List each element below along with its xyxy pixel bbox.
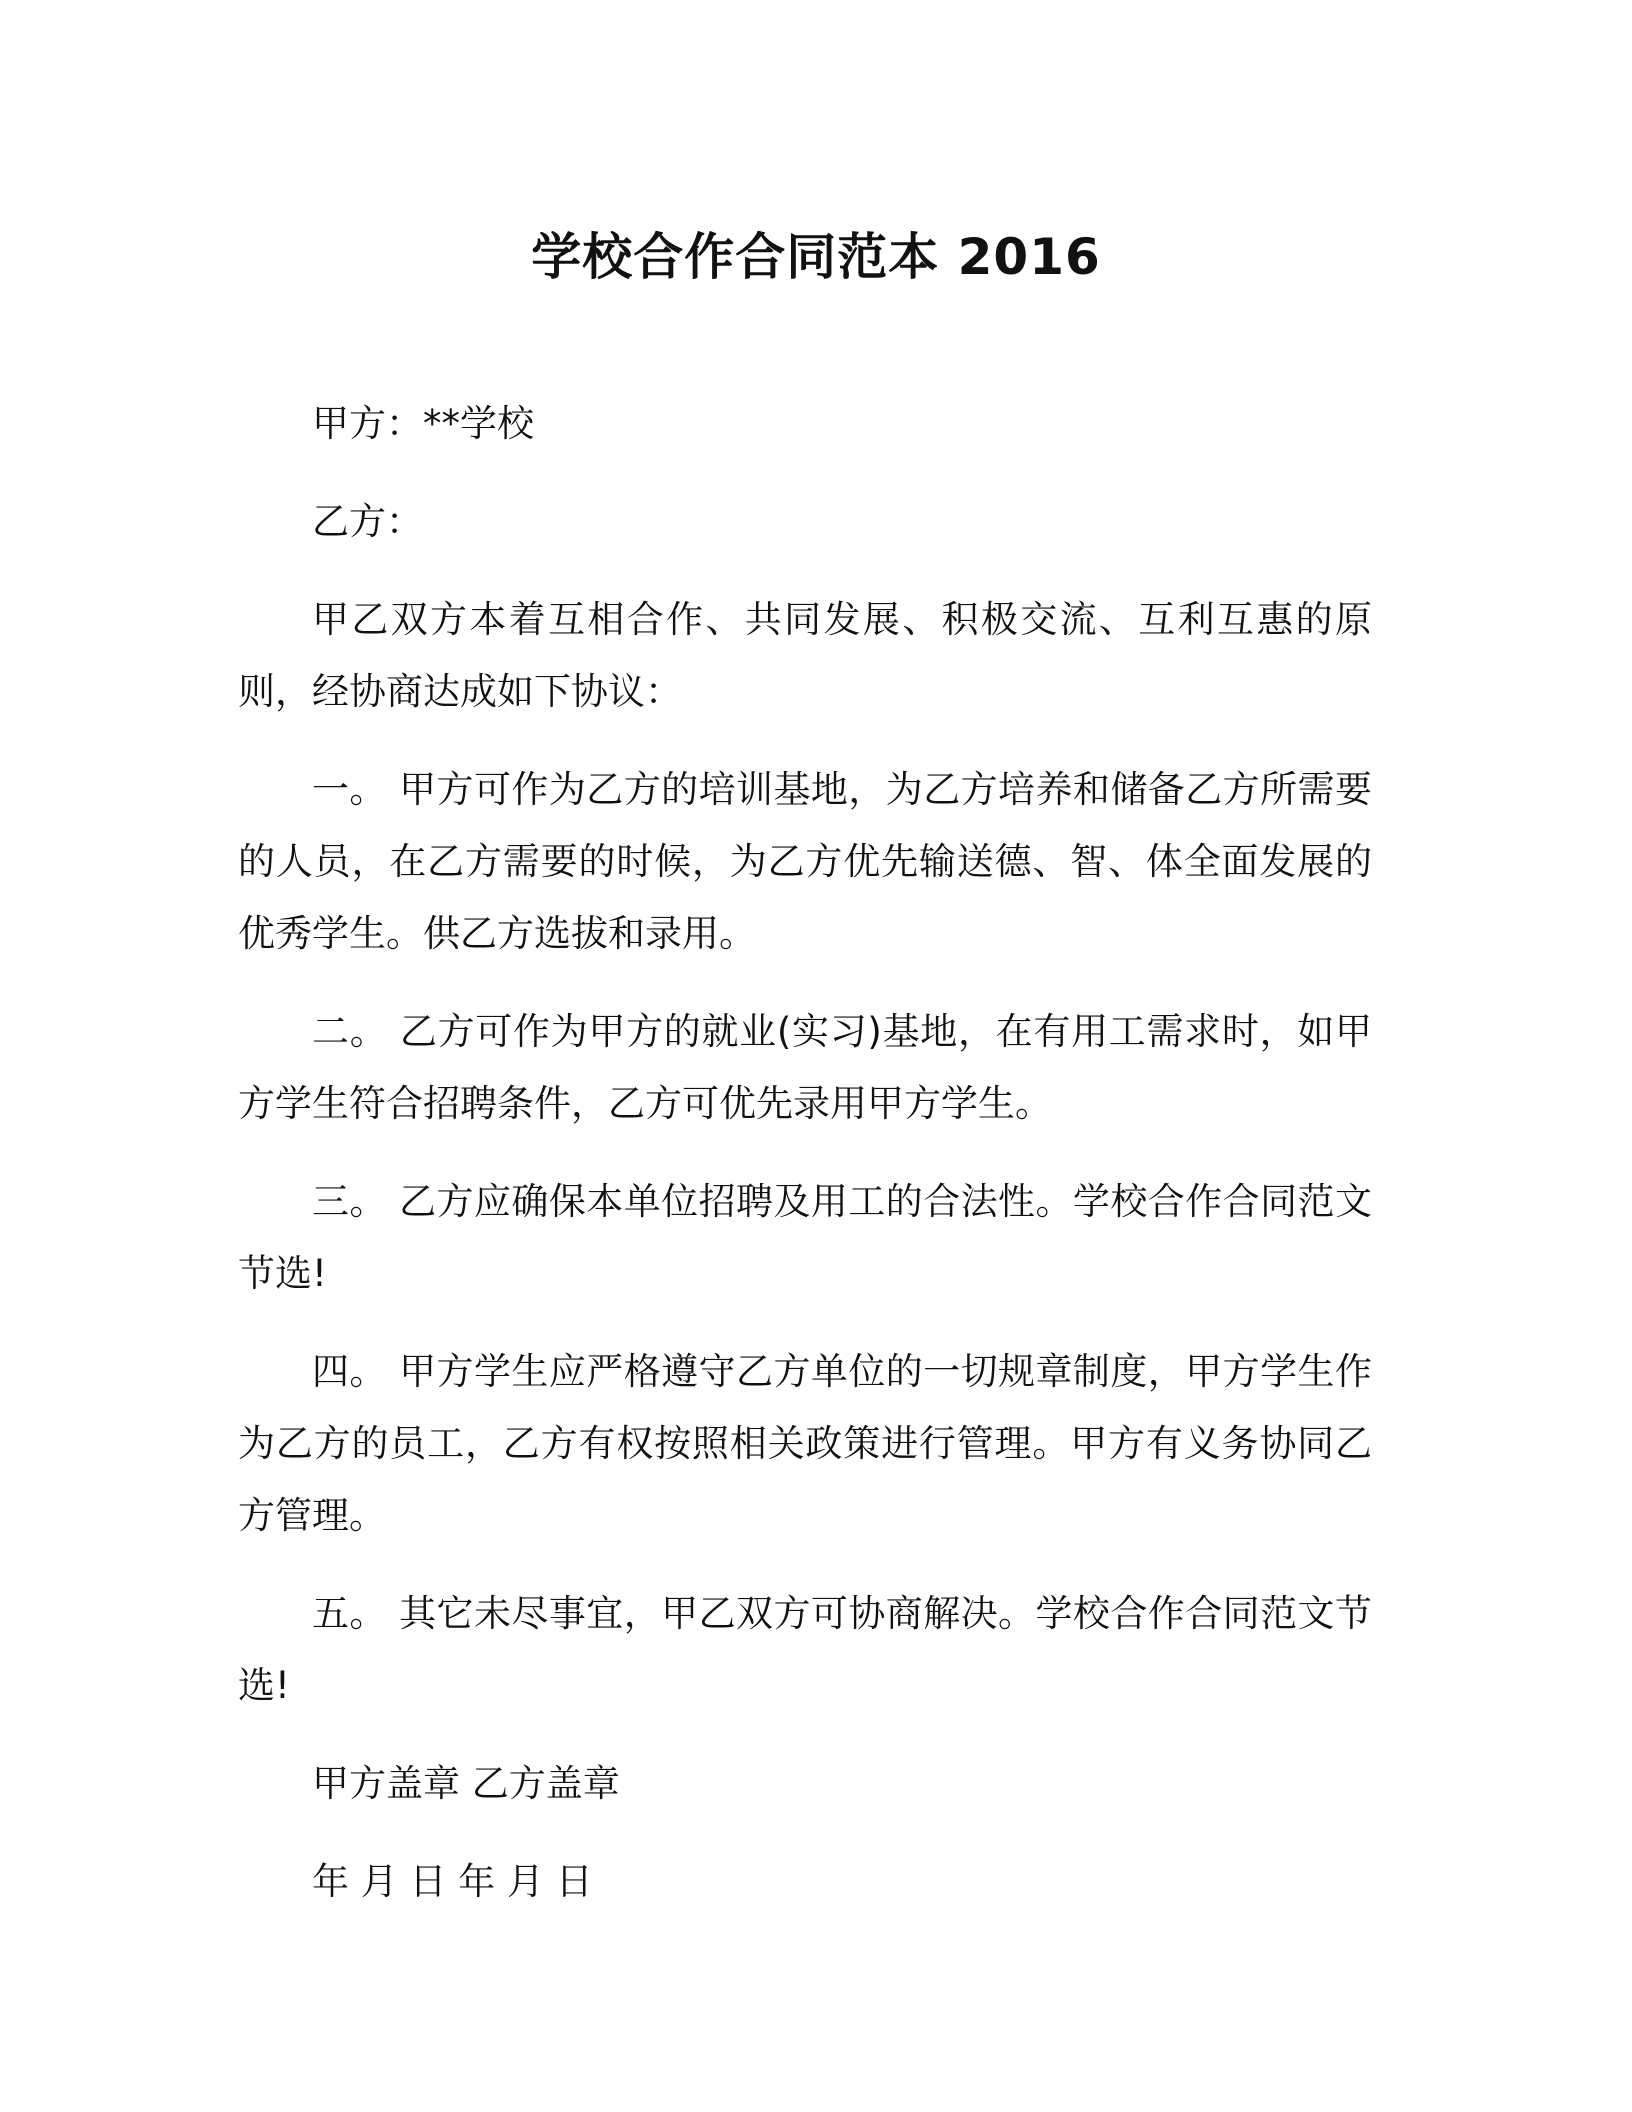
document-title: 学校合作合同范本 2016 [531,228,1101,286]
seal-line: 甲方盖章 乙方盖章 [312,1762,620,1805]
clause-1: 一。 甲方可作为乙方的培训基地，为乙方培养和储备乙方所需要的人员，在乙方需要的时候，为乙方优先输送德、智、体全面发展的优秀学生。供乙方选拔和录用。 [238,768,1372,955]
date-line: 年 月 日 年 月 日 [312,1860,593,1903]
clause-5: 五。 其它未尽事宜，甲乙双方可协商解决。学校合作合同范文节选! [238,1592,1372,1707]
party-a-line: 甲方：**学校 [312,402,534,445]
clause-3: 三。 乙方应确保本单位招聘及用工的合法性。学校合作合同范文节选! [238,1180,1372,1295]
intro-paragraph: 甲乙双方本着互相合作、共同发展、积极交流、互利互惠的原则，经协商达成如下协议： [238,598,1372,713]
clause-2: 二。 乙方可作为甲方的就业(实习)基地，在有用工需求时，如甲方学生符合招聘条件，乙方可优先录用甲方学生。 [238,1010,1372,1125]
document-body [238,388,1372,1944]
clause-4: 四。 甲方学生应严格遵守乙方单位的一切规章制度，甲方学生作为乙方的员工，乙方有权按照相关政策进行管理。甲方有义务协同乙方管理。 [238,1350,1372,1537]
party-b-line: 乙方： [312,500,423,543]
